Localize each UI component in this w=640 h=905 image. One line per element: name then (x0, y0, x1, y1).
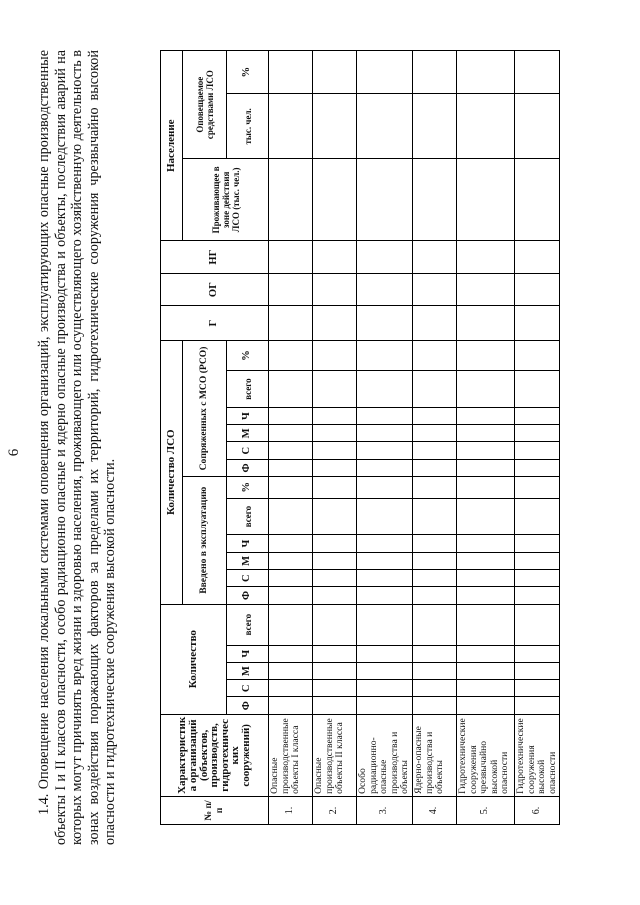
empty-cell (457, 604, 515, 645)
empty-cell (515, 459, 560, 476)
header-residing: Проживающее в зоне действия ЛСО (тыс. чел.) (183, 159, 269, 241)
header-f: Ф (227, 459, 269, 476)
header-percent: % (227, 340, 269, 370)
empty-cell (413, 241, 457, 273)
empty-cell (269, 241, 313, 273)
empty-cell (413, 425, 457, 442)
section-paragraph-text: 1.4. Оповещение населения локальными системами оповещения организаций, эксплуатирующих опасные производственные объекты I и II классов опасности, особо радиационно опасные и ядерно опасные производства и объекты, последствия аварий на которых могут причинять вред жизни и здоровью населения, проживающего или осуществляющего хозяйственную деятельность в зонах воздействия поражающих факторов за пределами их территорий, гидротехнические сооружения чрезвычайно высокой опасности и гидротехнические сооружения высокой опасности. (36, 50, 119, 845)
empty-cell (269, 340, 313, 370)
header-num: № п/п (161, 796, 269, 824)
row-number: 1. (269, 796, 313, 824)
empty-cell (515, 407, 560, 424)
empty-cell (313, 552, 357, 569)
empty-cell (269, 159, 313, 241)
header-quantity: Количество (161, 604, 227, 714)
table-row (357, 51, 413, 825)
empty-cell (313, 273, 357, 305)
empty-cell (457, 498, 515, 535)
empty-cell (269, 371, 313, 408)
empty-cell (269, 273, 313, 305)
empty-cell (313, 94, 357, 159)
empty-cell (269, 662, 313, 679)
empty-cell (269, 604, 313, 645)
empty-cell (515, 51, 560, 94)
empty-cell (357, 680, 413, 697)
empty-cell (313, 425, 357, 442)
empty-cell (357, 425, 413, 442)
empty-cell (269, 569, 313, 586)
header-s: С (227, 569, 269, 586)
header-ch: Ч (227, 535, 269, 552)
empty-cell (313, 306, 357, 341)
empty-cell (413, 604, 457, 645)
empty-cell (313, 459, 357, 476)
empty-cell (357, 159, 413, 241)
empty-cell (269, 552, 313, 569)
empty-cell (413, 306, 457, 341)
empty-cell (269, 498, 313, 535)
empty-cell (413, 552, 457, 569)
row-object-type: Ядерно-опасные производства и объекты (413, 714, 457, 796)
empty-cell (413, 697, 457, 714)
empty-cell (515, 340, 560, 370)
empty-cell (357, 459, 413, 476)
empty-cell (313, 697, 357, 714)
row-number: 4. (413, 796, 457, 824)
empty-cell (357, 407, 413, 424)
header-thous: тыс. чел. (227, 94, 269, 159)
empty-cell (269, 51, 313, 94)
empty-cell (413, 587, 457, 604)
empty-cell (413, 569, 457, 586)
empty-cell (313, 51, 357, 94)
empty-cell (269, 407, 313, 424)
row-object-type: Опасные производственные объекты I класса (269, 714, 313, 796)
empty-cell (269, 645, 313, 662)
empty-cell (457, 51, 515, 94)
empty-cell (457, 407, 515, 424)
empty-cell (313, 477, 357, 499)
empty-cell (357, 241, 413, 273)
table-row (515, 51, 560, 825)
empty-cell (313, 407, 357, 424)
empty-cell (269, 459, 313, 476)
empty-cell (357, 662, 413, 679)
empty-cell (357, 51, 413, 94)
notification-table (160, 50, 560, 825)
empty-cell (413, 51, 457, 94)
empty-cell (313, 159, 357, 241)
header-percent: % (227, 51, 269, 94)
empty-cell (413, 371, 457, 408)
section-paragraph (36, 50, 119, 845)
empty-cell (457, 569, 515, 586)
empty-cell (413, 680, 457, 697)
empty-cell (457, 587, 515, 604)
empty-cell (457, 645, 515, 662)
empty-cell (413, 273, 457, 305)
empty-cell (357, 498, 413, 535)
empty-cell (269, 477, 313, 499)
header-population: Население (161, 51, 183, 241)
empty-cell (515, 241, 560, 273)
empty-cell (515, 306, 560, 341)
row-number: 3. (357, 796, 413, 824)
empty-cell (515, 498, 560, 535)
empty-cell (269, 535, 313, 552)
empty-cell (457, 477, 515, 499)
empty-cell (269, 306, 313, 341)
row-object-type: Гидротехнические сооружения чрезвычайно высокой опасности (457, 714, 515, 796)
empty-cell (457, 697, 515, 714)
empty-cell (515, 159, 560, 241)
empty-cell (457, 425, 515, 442)
empty-cell (269, 425, 313, 442)
header-lso-quantity: Количество ЛСО (161, 340, 183, 604)
empty-cell (313, 241, 357, 273)
empty-cell (313, 662, 357, 679)
empty-cell (457, 371, 515, 408)
empty-cell (515, 535, 560, 552)
empty-cell (357, 535, 413, 552)
empty-cell (357, 273, 413, 305)
empty-cell (269, 587, 313, 604)
empty-cell (413, 662, 457, 679)
empty-cell (357, 371, 413, 408)
header-notified: Оповещаемое средствами ЛСО (183, 51, 227, 159)
empty-cell (515, 94, 560, 159)
empty-cell (457, 273, 515, 305)
empty-cell (357, 306, 413, 341)
empty-cell (515, 477, 560, 499)
empty-cell (357, 604, 413, 645)
empty-cell (413, 159, 457, 241)
empty-cell (457, 159, 515, 241)
empty-cell (313, 340, 357, 370)
header-m: М (227, 425, 269, 442)
header-og: ОГ (161, 273, 269, 305)
header-ch: Ч (227, 645, 269, 662)
header-m: М (227, 552, 269, 569)
empty-cell (457, 535, 515, 552)
empty-cell (457, 662, 515, 679)
header-f: Ф (227, 697, 269, 714)
empty-cell (413, 407, 457, 424)
empty-cell (313, 680, 357, 697)
empty-cell (357, 442, 413, 459)
table-row (413, 51, 457, 825)
header-percent: % (227, 477, 269, 499)
empty-cell (457, 459, 515, 476)
empty-cell (457, 306, 515, 341)
empty-cell (515, 697, 560, 714)
empty-cell (413, 535, 457, 552)
empty-cell (515, 425, 560, 442)
header-f: Ф (227, 587, 269, 604)
empty-cell (357, 569, 413, 586)
empty-cell (515, 371, 560, 408)
empty-cell (515, 604, 560, 645)
empty-cell (515, 569, 560, 586)
empty-cell (413, 442, 457, 459)
empty-cell (515, 587, 560, 604)
empty-cell (357, 340, 413, 370)
empty-cell (313, 569, 357, 586)
empty-cell (515, 645, 560, 662)
empty-cell (457, 442, 515, 459)
empty-cell (413, 645, 457, 662)
header-ng: НГ (161, 241, 269, 273)
empty-cell (269, 697, 313, 714)
empty-cell (515, 662, 560, 679)
row-object-type: Опасные производственные объекты II класса (313, 714, 357, 796)
empty-cell (269, 442, 313, 459)
empty-cell (269, 94, 313, 159)
empty-cell (313, 442, 357, 459)
empty-cell (357, 587, 413, 604)
empty-cell (515, 552, 560, 569)
empty-cell (457, 94, 515, 159)
empty-cell (357, 94, 413, 159)
empty-cell (457, 680, 515, 697)
table-body (269, 51, 560, 825)
header-s: С (227, 442, 269, 459)
header-s: С (227, 680, 269, 697)
row-number: 5. (457, 796, 515, 824)
row-object-type: Особо радиационно-опасные производства и объекты (357, 714, 413, 796)
row-object-type: Гидротехнические сооружения высокой опасности (515, 714, 560, 796)
empty-cell (413, 477, 457, 499)
header-total: всего (227, 498, 269, 535)
row-number: 6. (515, 796, 560, 824)
header-ch: Ч (227, 407, 269, 424)
header-commissioned: Введено в эксплуатацию (183, 477, 227, 604)
empty-cell (357, 552, 413, 569)
empty-cell (313, 587, 357, 604)
empty-cell (515, 680, 560, 697)
empty-cell (457, 241, 515, 273)
header-m: М (227, 662, 269, 679)
empty-cell (413, 498, 457, 535)
header-characteristic: Характеристика организаций (объектов, производств, гидротехнических сооружений) (161, 714, 269, 796)
page-number: 6 (6, 448, 22, 457)
empty-cell (515, 273, 560, 305)
table-row (269, 51, 313, 825)
empty-cell (313, 498, 357, 535)
empty-cell (457, 340, 515, 370)
empty-cell (313, 371, 357, 408)
empty-cell (313, 604, 357, 645)
header-total: всего (227, 604, 269, 645)
header-g: Г (161, 306, 269, 341)
empty-cell (413, 459, 457, 476)
empty-cell (457, 552, 515, 569)
empty-cell (357, 477, 413, 499)
empty-cell (413, 94, 457, 159)
header-linked: Сопряженных с МСО (РСО) (183, 340, 227, 476)
table-row (313, 51, 357, 825)
empty-cell (313, 645, 357, 662)
empty-cell (269, 680, 313, 697)
header-total: всего (227, 371, 269, 408)
empty-cell (313, 535, 357, 552)
empty-cell (413, 340, 457, 370)
empty-cell (357, 645, 413, 662)
table-row (457, 51, 515, 825)
empty-cell (515, 442, 560, 459)
empty-cell (357, 697, 413, 714)
row-number: 2. (313, 796, 357, 824)
